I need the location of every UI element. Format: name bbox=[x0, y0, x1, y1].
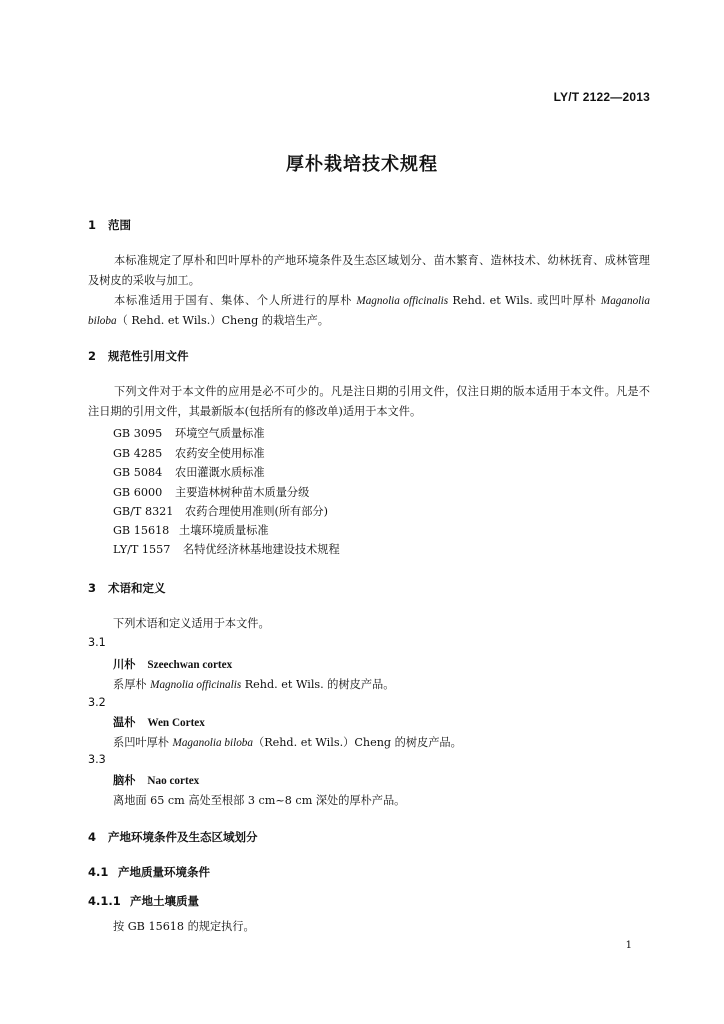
document-title: 厚朴栽培技术规程 bbox=[286, 154, 438, 175]
reference-title: 名特优经济林基地建设技术规程 bbox=[183, 543, 340, 556]
reference-title: 土壤环境质量标准 bbox=[179, 524, 269, 537]
term-name bbox=[113, 714, 205, 730]
reference-item bbox=[113, 503, 328, 519]
section-2-paragraph-1: 下列文件对于本文件的应用是必不可少的。凡是注日期的引用文件，仅注日期的版本适用于本文件。凡是不注日期的引用文件，其最新版本(包括所有的修改单)适用于本文件。 bbox=[88, 385, 650, 418]
term-english: Szeechwan cortex bbox=[147, 659, 233, 671]
reference-item bbox=[113, 464, 265, 480]
reference-code: LY/T 1557 bbox=[113, 543, 171, 556]
section-title: 术语和定义 bbox=[108, 581, 166, 595]
subsection-title: 产地质量环境条件 bbox=[118, 865, 210, 879]
term-number: 3.3 bbox=[88, 753, 106, 766]
standard-code: LY/T 2122—2013 bbox=[553, 90, 650, 104]
reference-code: GB 5084 bbox=[113, 466, 163, 479]
reference-code: GB 15618 bbox=[113, 524, 170, 537]
section-number: 4 bbox=[88, 830, 97, 844]
section-1-paragraph-2 bbox=[88, 291, 650, 331]
subsection-title: 产地土壤质量 bbox=[130, 894, 199, 908]
section-1-paragraph-1: 本标准规定了厚朴和凹叶厚朴的产地环境条件及生态区域划分、苗木繁育、造林技术、幼林抚育、成林管理及树皮的采收与加工。 bbox=[88, 254, 650, 287]
reference-item bbox=[113, 484, 309, 500]
text-run: 系凹叶厚朴 bbox=[113, 736, 173, 749]
reference-code: GB/T 8321 bbox=[113, 505, 174, 518]
text-run: 本标准适用于国有、集体、个人所进行的厚朴 bbox=[114, 294, 357, 307]
reference-title: 农药合理使用准则(所有部分) bbox=[185, 505, 328, 518]
text-run: Rehd. et Wils. 的树皮产品。 bbox=[241, 678, 395, 691]
reference-code: GB 3095 bbox=[113, 427, 163, 440]
term-definition bbox=[113, 676, 394, 692]
section-3-intro: 下列术语和定义适用于本文件。 bbox=[113, 617, 270, 630]
term-english: Wen Cortex bbox=[147, 717, 205, 729]
term-number: 3.1 bbox=[88, 636, 106, 649]
section-title: 范围 bbox=[108, 218, 131, 232]
reference-title: 农药安全使用标准 bbox=[175, 447, 265, 460]
section-number: 1 bbox=[88, 218, 97, 232]
reference-item bbox=[113, 522, 269, 538]
reference-code: GB 4285 bbox=[113, 447, 163, 460]
reference-title: 主要造林树种苗木质量分级 bbox=[175, 486, 310, 499]
section-1-heading bbox=[88, 217, 131, 233]
term-chinese: 温朴 bbox=[113, 716, 136, 729]
reference-title: 农田灌溉水质标准 bbox=[175, 466, 265, 479]
subsection-4-1-1-paragraph: 按 GB 15618 的规定执行。 bbox=[113, 920, 255, 933]
text-run: 系厚朴 bbox=[113, 678, 151, 691]
text-run: Rehd. et Wils. 或凹叶厚朴 bbox=[448, 294, 601, 307]
term-name bbox=[113, 772, 199, 788]
text-run: （Rehd. et Wils.）Cheng 的树皮产品。 bbox=[253, 736, 462, 749]
section-3-heading bbox=[88, 580, 166, 596]
page-number: 1 bbox=[625, 940, 632, 951]
latin-name: Maganolia biloba bbox=[88, 295, 650, 327]
term-chinese: 脑朴 bbox=[113, 774, 136, 787]
section-title: 规范性引用文件 bbox=[108, 349, 189, 363]
term-chinese: 川朴 bbox=[113, 658, 136, 671]
reference-code: GB 6000 bbox=[113, 486, 163, 499]
subsection-4-1-1-heading bbox=[88, 893, 199, 909]
section-number: 3 bbox=[88, 581, 97, 595]
reference-item bbox=[113, 541, 340, 557]
reference-item bbox=[113, 445, 265, 461]
text-run: 离地面 65 cm 高处至根部 3 cm~8 cm 深处的厚朴产品。 bbox=[113, 794, 406, 807]
subsection-number: 4.1 bbox=[88, 865, 109, 879]
reference-title: 环境空气质量标准 bbox=[175, 427, 265, 440]
term-definition bbox=[113, 792, 405, 808]
latin-name: Maganolia biloba bbox=[172, 737, 253, 749]
text-run: （ Rehd. et Wils.）Cheng 的栽培生产。 bbox=[116, 314, 329, 327]
term-english: Nao cortex bbox=[147, 775, 200, 787]
section-number: 2 bbox=[88, 349, 97, 363]
reference-item bbox=[113, 425, 265, 441]
section-4-heading bbox=[88, 829, 258, 845]
term-name bbox=[113, 656, 232, 672]
term-definition bbox=[113, 734, 462, 750]
section-2-heading bbox=[88, 348, 189, 364]
latin-name: Magnolia officinalis bbox=[356, 295, 449, 307]
subsection-4-1-heading bbox=[88, 864, 210, 880]
section-title: 产地环境条件及生态区域划分 bbox=[108, 830, 258, 844]
subsection-number: 4.1.1 bbox=[88, 894, 121, 908]
latin-name: Magnolia officinalis bbox=[150, 679, 242, 691]
term-number: 3.2 bbox=[88, 696, 106, 709]
